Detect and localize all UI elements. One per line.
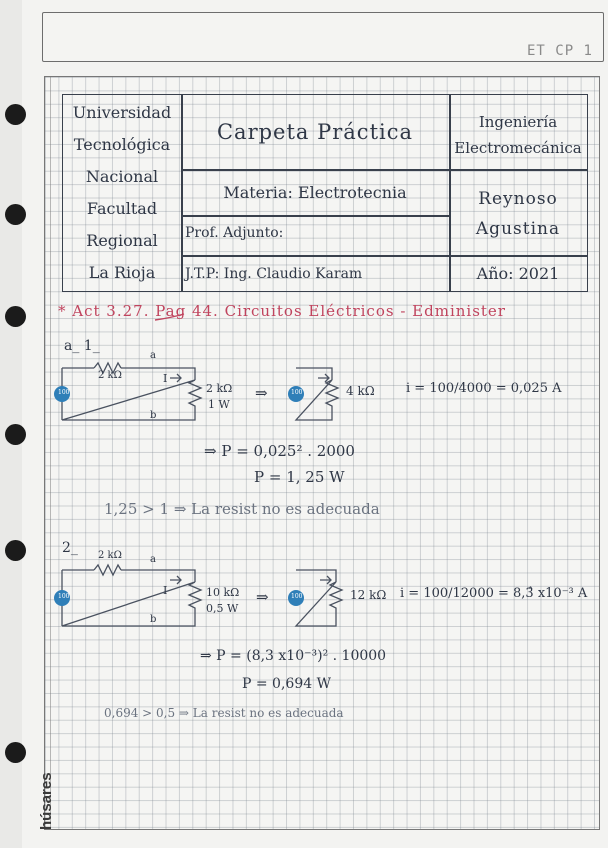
current-result: i = 100/12000 = 8,3̂ x10⁻³ A bbox=[400, 586, 588, 601]
implies-arrow: ⇒ bbox=[255, 384, 268, 402]
node-b: b bbox=[150, 614, 157, 625]
load-r-label: 2 kΩ bbox=[206, 382, 233, 395]
career-line: Electromecánica bbox=[454, 139, 582, 157]
university-line: La Rioja bbox=[88, 263, 156, 282]
activity-heading: * Act 3.27. Pag 44. Circuitos Eléctricos - Edminister bbox=[58, 302, 506, 320]
conclusion: 0,694 > 0,5 ⇒ La resist no es adecuada bbox=[104, 706, 344, 720]
series-r-label: 2 kΩ bbox=[98, 370, 122, 381]
power-equation: ⇒ P = (8,3 x10⁻³)² . 10000 bbox=[200, 648, 387, 664]
sheet-title: Carpeta Práctica bbox=[216, 120, 414, 144]
university-line: Regional bbox=[86, 231, 158, 250]
node-a: a bbox=[150, 554, 156, 565]
load-w-label: 0,5 W bbox=[206, 602, 239, 615]
university-line: Facultad bbox=[86, 199, 158, 218]
power-equation: ⇒ P = 0,025² . 2000 bbox=[204, 442, 355, 460]
power-result: P = 0,694 W bbox=[242, 676, 331, 692]
source-value: 100 bbox=[291, 389, 303, 396]
part-label: a_ 1_ bbox=[64, 338, 100, 354]
eq-r-label: 4 kΩ bbox=[346, 384, 375, 398]
series-r-label: 2 kΩ bbox=[98, 550, 122, 561]
load-current-label: I bbox=[163, 584, 168, 597]
source-value: 100 bbox=[58, 389, 70, 396]
subject: Materia: Electrotecnia bbox=[223, 182, 407, 202]
student-line: Reynoso bbox=[478, 189, 558, 209]
brand-label: húsares bbox=[38, 772, 55, 830]
load-r-label: 10 kΩ bbox=[206, 586, 240, 599]
node-a: a bbox=[150, 350, 156, 361]
jtp-name: J.T.P: Ing. Claudio Karam bbox=[185, 266, 363, 282]
university-line: Universidad bbox=[72, 103, 172, 122]
problem-2-label: 2_ bbox=[62, 540, 78, 556]
node-b: b bbox=[150, 410, 157, 421]
career-line: Ingeniería bbox=[478, 113, 558, 131]
prof-label: Prof. Adjunto: bbox=[185, 225, 284, 241]
current-result: i = 100/4000 = 0,025 A bbox=[406, 381, 562, 396]
university-line: Tecnológica bbox=[73, 135, 171, 154]
source-value: 100 bbox=[58, 593, 70, 600]
university-line: Nacional bbox=[85, 167, 159, 186]
conclusion: 1,25 > 1 ⇒ La resist no es adecuada bbox=[104, 500, 380, 518]
year: Año: 2021 bbox=[476, 263, 560, 283]
load-current-label: I bbox=[163, 372, 168, 385]
implies-arrow: ⇒ bbox=[256, 588, 269, 606]
source-value: 100 bbox=[291, 593, 303, 600]
load-w-label: 1 W bbox=[208, 398, 230, 411]
student-line: Agustina bbox=[475, 219, 561, 239]
header-code: ET CP 1 bbox=[526, 43, 593, 59]
eq-r-label: 12 kΩ bbox=[350, 588, 387, 602]
power-result: P = 1, 25 W bbox=[254, 468, 345, 486]
